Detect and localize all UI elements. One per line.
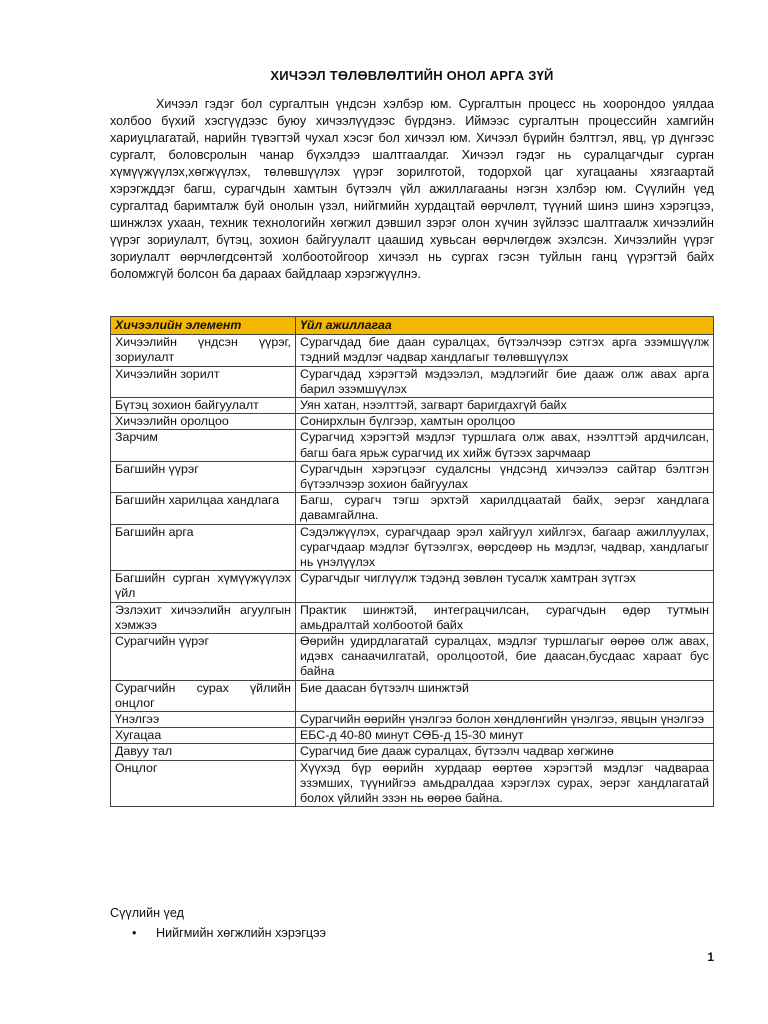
cell-activity: Сурагчдын хэрэгцээг судалсны үндсэнд хичээлээ сайтар бэлтгэн бүтээлчээр зохион байгуулах bbox=[296, 461, 714, 492]
bullet-text: Нийгмийн хөгжлийн хэрэгцээ bbox=[156, 926, 326, 940]
cell-element: Хугацаа bbox=[111, 728, 296, 744]
table-row bbox=[111, 366, 714, 397]
table-row bbox=[111, 680, 714, 711]
intro-paragraph: Хичээл гэдэг бол сургалтын үндсэн хэлбэр юм. Сургалтын процесс нь хоорондоо уялдаа холбоо бүхий хэсгүүдээс буюу хичээлүүдээс бүрдэнэ. Иймээс сургалтын процессийн хамгийн хариуцлагатай, нарийн түвэгтэй чухал хэсэг бол хичээл юм. Хичээл бүрийн бэлтгэл, явц, үр дүнгээс сургалт, боловсролын чанар бүхэлдээ шалтгаалдаг. Хичээл гэдэг нь суралцагчдыг сурган хүмүүжүүлэх,хөгжүүлэх, төлөвшүүлэх үүрэг зорилготой, тодорхой цаг хугацааны хязгаартай хэрэгжддэг багш, сурагчдын хамтын бүтээлч үйл ажиллагааны нэгэн хэлбэр юм. Сүүлийн үед сургалтад баримталж буй онолын үзэл, нийгмийн хурдацтай өөрчлөлт, түүний шинэ шинэ хэрэгцээ, шинжлэх ухаан, техник технологийн хөгжил дэвшил зэрэг олон хүчин зүйлээс шалтгаалж хичээлийн үүрэг зориулалт, бүтэц, зохион байгуулалт цаашид хувьсан өөрчлөгдөж эхэлсэн. Хичээлийн үүрэг зориулалт өөрчлөгдсөнтэй холбоотойгоор хичээл нь сургах гэсэн туйлын ганц үүрэгтэй байх боломжгүй болсон ба дараах байдлаар хэрэгжүүлнэ. bbox=[110, 97, 714, 281]
cell-element: Багшийн сурган хүмүүжүүлэх үйл bbox=[111, 571, 296, 602]
cell-element: Зарчим bbox=[111, 430, 296, 461]
cell-activity: Практик шинжтэй, интеграцчилсан, сурагчдын өдөр тутмын амьдралтай холбоотой байх bbox=[296, 602, 714, 633]
cell-element: Сурагчийн сурах үйлийн онцлог bbox=[111, 680, 296, 711]
page-number: 1 bbox=[707, 950, 714, 964]
after-heading: Сүүлийн үед bbox=[110, 906, 184, 920]
cell-activity: Сурагчдыг чиглүүлж тэдэнд зөвлөн тусалж хамтран зүтгэх bbox=[296, 571, 714, 602]
cell-element: Багшийн үүрэг bbox=[111, 461, 296, 492]
table-row bbox=[111, 524, 714, 571]
table-header-row bbox=[111, 317, 714, 335]
cell-element: Давуу тал bbox=[111, 744, 296, 760]
cell-element: Хичээлийн оролцоо bbox=[111, 414, 296, 430]
header-activity: Үйл ажиллагаа bbox=[296, 317, 714, 335]
table-row bbox=[111, 744, 714, 760]
table-row bbox=[111, 712, 714, 728]
bullet-icon: • bbox=[132, 926, 137, 940]
cell-element: Хичээлийн зорилт bbox=[111, 366, 296, 397]
cell-activity: Хүүхэд бүр өөрийн хурдаар өөртөө хэрэгтэй мэдлэг чадвараа эзэмших, түүнийгээ амьдралдаа хэрэглэх сурах, эерэг хандлагатай болох үйлийн эзэн нь өөрөө байна. bbox=[296, 760, 714, 807]
table-row bbox=[111, 634, 714, 681]
cell-activity: Багш, сурагч тэгш эрхтэй харилдцаатай байх, эерэг хандлага давамгайлна. bbox=[296, 493, 714, 524]
table-row bbox=[111, 760, 714, 807]
cell-activity: ЕБС-д 40-80 минут СӨБ-д 15-30 минут bbox=[296, 728, 714, 744]
cell-activity: Сурагчдад хэрэгтэй мэдээлэл, мэдлэгийг бие дааж олж авах арга барил эзэмшүүлэх bbox=[296, 366, 714, 397]
cell-activity: Уян хатан, нээлттэй, загварт баригдахгүй байх bbox=[296, 398, 714, 414]
cell-activity: Сурагчид хэрэгтэй мэдлэг туршлага олж авах, нээлттэй ардчилсан, багш бага ярьж сурагчид их хийж бүтээх зарчмаар bbox=[296, 430, 714, 461]
table-row bbox=[111, 602, 714, 633]
table-row bbox=[111, 493, 714, 524]
cell-activity: Сонирхлын бүлгээр, хамтын оролцоо bbox=[296, 414, 714, 430]
bullet-list-item bbox=[132, 926, 326, 940]
cell-element: Онцлог bbox=[111, 760, 296, 807]
table-row bbox=[111, 571, 714, 602]
table-body bbox=[111, 335, 714, 807]
table-row bbox=[111, 461, 714, 492]
table-row bbox=[111, 414, 714, 430]
table-row bbox=[111, 398, 714, 414]
cell-element: Багшийн харилцаа хандлага bbox=[111, 493, 296, 524]
header-element: Хичээлийн элемент bbox=[111, 317, 296, 335]
cell-activity: Сурагчийн өөрийн үнэлгээ болон хөндлөнгийн үнэлгээ, явцын үнэлгээ bbox=[296, 712, 714, 728]
cell-element: Эзлэхит хичээлийн агуулгын хэмжээ bbox=[111, 602, 296, 633]
lesson-elements-table bbox=[110, 316, 714, 807]
cell-activity: Сэдэлжүүлэх, сурагчдаар эрэл хайгуул хийлгэх, багаар ажиллуулах, сурагчдаар мэдлэг бүтээлгэх, өөрсдөөр нь мэдлэг, чадвар, хандлагыг нь үнэлүүлэх bbox=[296, 524, 714, 571]
cell-element: Багшийн арга bbox=[111, 524, 296, 571]
cell-activity: Сурагчид бие дааж суралцах, бүтээлч чадвар хөгжинө bbox=[296, 744, 714, 760]
cell-element: Хичээлийн үндсэн үүрэг, зориулалт bbox=[111, 335, 296, 366]
document-title: ХИЧЭЭЛ ТӨЛӨВЛӨЛТИЙН ОНОЛ АРГА ЗҮЙ bbox=[270, 68, 554, 83]
cell-element: Бүтэц зохион байгуулалт bbox=[111, 398, 296, 414]
table-row bbox=[111, 335, 714, 366]
cell-activity: Өөрийн удирдлагатай суралцах, мэдлэг туршлагыг өөрөө олж авах, идэвх санаачилгатай, оролцоотой, бие даасан,бусдаас хараат бус байна bbox=[296, 634, 714, 681]
cell-activity: Бие даасан бүтээлч шинжтэй bbox=[296, 680, 714, 711]
cell-element: Үнэлгээ bbox=[111, 712, 296, 728]
table-row bbox=[111, 430, 714, 461]
cell-activity: Сурагчдад бие даан суралцах, бүтээлчээр сэтгэх арга эзэмшүүлж тэдний мэдлэг чадвар хандлагыг төлөвшүүлэх bbox=[296, 335, 714, 366]
cell-element: Сурагчийн үүрэг bbox=[111, 634, 296, 681]
table-row bbox=[111, 728, 714, 744]
